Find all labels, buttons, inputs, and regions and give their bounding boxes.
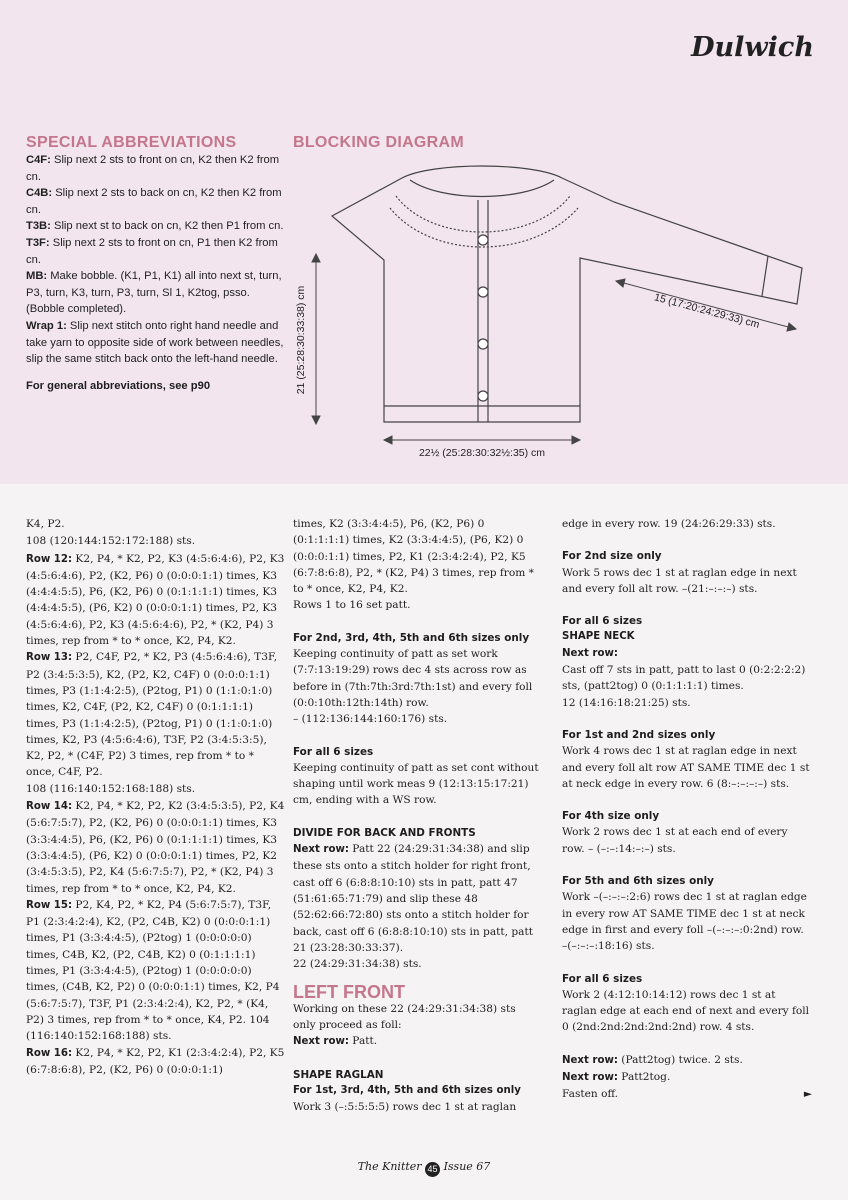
rows-set-note: Rows 1 to 16 set patt. [293, 599, 411, 612]
shape-neck-heading: SHAPE NECK [562, 631, 635, 643]
sizes-5-6-heading: For 5th and 6th sizes only [562, 875, 714, 888]
fasten-off [562, 1086, 812, 1102]
button [478, 391, 488, 401]
shape-neck-text: Cast off 7 sts in patt, patt to last 0 (0:2:2:2:2) sts, (patt2tog) 0 (0:1:1:1:1) times. [562, 664, 806, 693]
abbreviation-code: T3B: [26, 220, 51, 233]
abbreviation-code: C4F: [26, 154, 51, 166]
next-row-label: Next row: [562, 1054, 618, 1066]
abbreviation-entry [26, 268, 286, 318]
abbreviation-text: Make bobble. (K1, P1, K1) all into next st, turn, P3, turn, K3, turn, P3, turn, Sl 1, K2tog, psso. (Bobble completed). [26, 270, 282, 316]
pattern-paragraph [26, 897, 286, 1045]
final-row-2 [562, 1069, 812, 1086]
sizes-2-6-count: – (112:136:144:160:176) sts. [293, 713, 448, 726]
abbreviation-entry [26, 235, 286, 268]
continue-arrow-icon: ► [803, 1088, 812, 1101]
pattern-paragraph [26, 533, 286, 550]
abbreviation-entry [26, 218, 286, 235]
blocking-diagram [292, 150, 832, 470]
row-16-continued: times, K2 (3:3:4:4:5), P6, (K2, P6) 0 (0:1:1:1:1) times, K2 (3:3:4:4:5), (P6, K2) 0 (0:0:0:1:1) times, P2, K1 (2:3:4:2:4), P2, K5 (6:7:8:6:8), P2, * (K2, P4) 3 times, rep from * to * once, K2, P4, K2. [293, 518, 534, 596]
abbreviation-code: Wrap 1: [26, 319, 67, 332]
page-title: Dulwich [691, 32, 814, 63]
issue-number: Issue 67 [443, 1160, 491, 1173]
pattern-paragraph [26, 516, 286, 533]
shape-raglan-heading: SHAPE RAGLAN [293, 1068, 384, 1081]
all-sizes-heading: For all 6 sizes [293, 745, 374, 758]
all-sizes-final-heading: For all 6 sizes [562, 972, 643, 985]
sizes-5-6-text: Work –(–:–:–:2:6) rows dec 1 st at raglan edge in every row AT SAME TIME dec 1 st at neck edge in first and every foll –(–:–:–:0:2nd) row. –(–:–:–:18:16) sts. [562, 891, 807, 953]
final-row-1 [562, 1052, 812, 1069]
pattern-paragraph [26, 1045, 286, 1079]
all-sizes-final-text: Work 2 (4:12:10:14:12) rows dec 1 st at raglan edge at each end of next and every foll 0 (2nd:2nd:2nd:2nd:2nd) row. 4 sts. [562, 988, 810, 1034]
abbreviations-list [26, 152, 286, 368]
abbreviations-heading: SPECIAL ABBREVIATIONS [26, 134, 237, 151]
row-label: Row 16: [26, 1047, 73, 1059]
shape-neck-count: 12 (14:16:18:21:25) sts. [562, 696, 691, 709]
pattern-column-2 [293, 516, 541, 1116]
left-front-next-row [293, 1033, 541, 1050]
next-row-label: Next row: [562, 1072, 618, 1084]
row-text: K2, P4, * K2, P2, K2 (3:4:5:3:5), P2, K4 (5:6:7:5:7), P2, (K2, P6) 0 (0:0:0:1:1) times, K3 (3:3:4:4:5), P6, (K2, P6) 0 (0:1:1:1:1) times, K3 (3:3:4:4:5), (P6, K2) 0 (0:0:0:1:1) times, P2, K2 (3:4:5:3:5), P2, K4 (5:6:7:5:7), P2, * (K2, P4) 3 times, rep from * to * once, K2, P4, K2. [26, 800, 285, 895]
abbreviation-text: Slip next st to back on cn, K2 then P1 from cn. [50, 220, 284, 233]
raglan-continued: edge in every row. 19 (24:26:29:33) sts. [562, 518, 776, 530]
divide-count: 22 (24:29:31:34:38) sts. [293, 958, 422, 971]
left-front-text: Working on these 22 (24:29:31:34:38) sts only proceed as foll: [293, 1002, 516, 1032]
abbreviation-text: Slip next stitch onto right hand needle and take yarn to opposite side of work between needles, slip the same stitch back onto the left-hand needle. [26, 319, 284, 366]
raglan-text: Work 3 (–:5:5:5:5) rows dec 1 st at raglan [293, 1101, 517, 1114]
abbreviation-code: C4B: [26, 187, 53, 200]
final-row-2-text: Patt2tog. [617, 1071, 671, 1084]
next-row-label: Next row: [293, 844, 349, 856]
fasten-off-text: Fasten off. [562, 1088, 618, 1101]
abbreviation-text: Slip next 2 sts to front on cn, P1 then K2 from cn. [26, 236, 278, 266]
next-row-label: Next row: [562, 647, 618, 659]
button [478, 235, 488, 245]
button [478, 339, 488, 349]
general-abbreviations-note: For general abbreviations, see p90 [26, 379, 211, 392]
all-sizes-heading: For all 6 sizes [562, 615, 643, 628]
size-4-text: Work 2 rows dec 1 st at each end of every row. – (–:–:14:–:–) sts. [562, 826, 788, 855]
abbreviation-entry [26, 152, 286, 185]
sizes-2-6-text: Keeping continuity of patt as set work (7:7:13:19:29) rows dec 4 sts across row as before in (7th:7th:3rd:7th:1st) and every foll (0:0:10th:12th:14th) row. [293, 648, 533, 709]
all-sizes-text: Keeping continuity of patt as set cont without shaping until work meas 9 (12:13:15:17:21) cm, ending with a WS row. [293, 761, 539, 807]
size-4-heading: For 4th size only [562, 810, 660, 823]
sleeve-label: 15 (17:20:24:29:33) cm [652, 291, 761, 331]
final-row-1-text: (Patt2tog) twice. 2 sts. [617, 1053, 743, 1066]
page-number: 45 [425, 1162, 440, 1177]
pattern-column-3 [562, 516, 812, 1103]
second-size-text: Work 5 rows dec 1 st at raglan edge in next and every foll alt row. –(21:–:–:–) sts. [562, 566, 797, 595]
row-text: P2, C4F, P2, * K2, P3 (4:5:6:4:6), T3F, P2 (3:4:5:3:5), K2, (P2, K2, C4F) 0 (0:0:0:1:1) times, P3 (1:1:4:2:5), (P2tog, P1) 0 (1:1:0:1:0) times, K2, C4F, (P2, K2, C4F) 0 (0:1:1:1:1) times, P3 (1:1:4:2:5), (P2tog, P1) 0 (1:1:0:1:0) times, K2, P3 (4:5:6:4:6), T3F, P2 (3:4:5:3:5), K2, P2, * (C4F, P2) 3 times, rep from * to * once, C4F, P2. [26, 651, 278, 779]
abbreviation-code: T3F: [26, 236, 50, 249]
left-front-next-text: Patt. [348, 1035, 378, 1048]
special-abbreviations [26, 134, 286, 392]
row-text: K2, P4, * K2, P2, K1 (2:3:4:2:4), P2, K5 (6:7:8:6:8), P2, (K2, P6) 0 (0:0:0:1:1) [26, 1046, 285, 1076]
divide-heading: DIVIDE FOR BACK AND FRONTS [293, 826, 476, 839]
left-front-heading: LEFT FRONT [293, 982, 405, 1003]
cardigan-body-outline [332, 166, 802, 422]
pattern-column-1 [26, 516, 286, 1078]
row-label: Row 13: [26, 652, 73, 664]
length-label: 21 (25:28:30:33:38) cm [295, 285, 307, 395]
abbreviation-text: Slip next 2 sts to front on cn, K2 then K2 from cn. [26, 154, 280, 183]
sizes-1-2-text: Work 4 rows dec 1 st at raglan edge in next and every foll alt row AT SAME TIME dec 1 st at neck edge in every row. 6 (8:–:–:–:–) sts. [562, 745, 810, 790]
page-footer [0, 1160, 848, 1177]
row-text: K4, P2. [26, 518, 65, 530]
row-text: K2, P4, * K2, P2, K3 (4:5:6:4:6), P2, K3 (4:5:6:4:6), P2, (K2, P6) 0 (0:0:0:1:1) times, K3 (4:4:4:5:5), P6, (K2, P6) 0 (0:1:1:1:1) times, K3 (4:4:4:5:5), (P6, K2) 0 (0:0:0:1:1) times, P2, K3 (4:5:6:4:6), P2, K3 (4:5:6:4:6), P2, * (K2, P4) 3 times, rep from * to * once, K2, P4, K2. [26, 552, 285, 648]
abbreviation-code: MB: [26, 270, 48, 283]
magazine-name: The Knitter [357, 1160, 422, 1173]
row-label: Row 14: [26, 801, 73, 813]
row-text: 108 (116:140:152:168:188) sts. [26, 782, 196, 795]
button [478, 287, 488, 297]
sizes-2-6-heading: For 2nd, 3rd, 4th, 5th and 6th sizes only [293, 631, 530, 644]
pattern-paragraph [26, 649, 286, 780]
row-label: Row 12: [26, 553, 73, 565]
row-text: 108 (120:144:152:172:188) sts. [26, 535, 196, 548]
row-label: Row 15: [26, 899, 73, 911]
divide-text: Patt 22 (24:29:31:34:38) and slip these sts onto a stitch holder for right front, cast off 6 (6:8:8:10:10) sts in patt, patt 47 (51:61:65:71:79) and slip these 48 (52:62:66:72:80) sts onto a stitch holder for back, cast off 6 (6:8:8:10:10) sts in patt, patt 21 (23:28:30:33:37). [293, 843, 533, 954]
pattern-paragraph [26, 551, 286, 650]
abbreviation-entry [26, 185, 286, 218]
raglan-sizes-heading: For 1st, 3rd, 4th, 5th and 6th sizes only [293, 1084, 521, 1096]
next-row-label: Next row: [293, 1036, 349, 1048]
width-label: 22½ (25:28:30:32½:35) cm [418, 447, 546, 459]
row-text: P2, K4, P2, * K2, P4 (5:6:7:5:7), T3F, P1 (2:3:4:2:4), K2, (P2, C4B, K2) 0 (0:0:0:1:1) times, P1 (3:3:4:4:5), (P2tog) 1 (0:0:0:0:0) times, C4B, K2, (P2, C4B, K2) 0 (0:1:1:1:1) times, P1 (3:3:4:4:5), (P2tog) 1 (0:0:0:0:0) times, (C4B, K2, P2) 0 (0:0:0:1:1) times, K2, P4 (5:6:7:5:7), T3F, P1 (2:3:4:2:4), K2, P2, * (K4, P2) 3 times, rep from * to * once, K4, P2. 104 (116:140:152:168:188) sts. [26, 898, 280, 1043]
abbreviation-entry [26, 318, 286, 368]
neckline [410, 180, 554, 197]
pattern-paragraph [26, 798, 286, 897]
sizes-1-2-heading: For 1st and 2nd sizes only [562, 728, 716, 741]
divide-instruction [293, 841, 541, 956]
pattern-paragraph [26, 781, 286, 798]
abbreviation-text: Slip next 2 sts to back on cn, K2 then K2 from cn. [26, 187, 282, 216]
blocking-diagram-heading: BLOCKING DIAGRAM [293, 134, 465, 151]
second-size-heading: For 2nd size only [562, 550, 662, 563]
